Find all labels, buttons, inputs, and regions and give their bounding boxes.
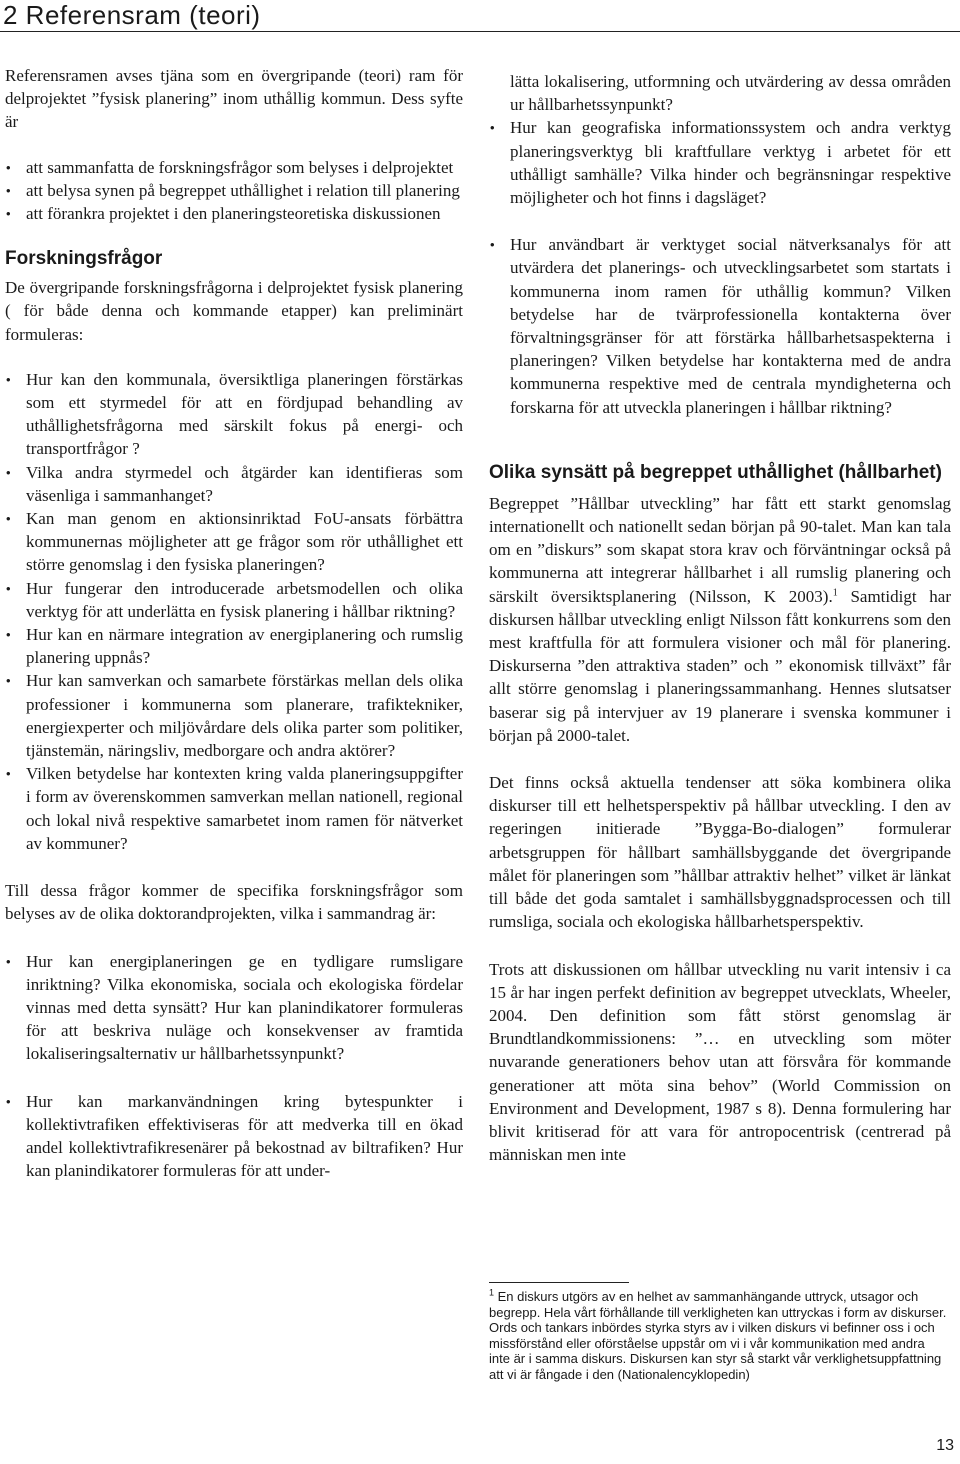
footnote-divider [489,1282,629,1283]
left-column [5,64,463,1182]
paragraph-1: Begreppet ”Hållbar utveckling” har fått ett starkt genomslag internationellt och nationellt sedan början på 90-talet. Man kan tala om en ”diskurs” som skapat stora krav och förväntningar också på kommunerna att integrerar hållbarhet i all rumslig planering och särskilt översiktsplanering (Nilsson, K 2003).$^1$ Samtidigt har diskursen hållbar utveckling enligt Nilsson fått konkurrens som den mest kraftfulla för att formulera visioner och mål för planering. Diskurserna ”den attraktiva staden” och ” ekonomisk tillväxt” får allt större genomslag i planeringssammanhang. Hennes slutsatser baserar sig på intervjuer av 19 planerare i svenska kommuner i början på 2000-talet. [489,493,951,745]
purpose-item: • att förankra projektet i den planeringsteoretiska diskussionen [5,202,463,225]
research-question-list [5,368,463,855]
tool-question-item: • Hur kan geografiska informationssystem och andra verktyg planeringsverktyg bli kraftfullare verktyg i arbetet för ett uthålligt samhälle? Vilka hinder och begränsningar respektive möjligheter och hot finns i dagsläget? [489,116,951,209]
purpose-list [5,156,463,226]
footnote: $^1$ En diskurs utgörs av en helhet av sammanhängande uttryck, utsagor och begrepp. Hela vårt förhållande till verkligheten kan uttryckas i form av diskurser. Ords och tankars inbördes styrka styrs av i vilken diskurs vi befinner oss i och missförstånd eller oförståelse uppstår om vi i vår kommunikation med andra inte är i samma diskurs. Diskursen kan styr så starkt vår verklighetsuppfattning att vi är fångade i den (Nationalencyklopedin) [489,1287,947,1382]
research-intro: De övergripande forskningsfrågorna i delprojektet fysisk planering ( för både denna och kommande etapper) kan preliminärt formuleras: [5,278,463,344]
footnote-ref: 1 [832,587,838,598]
research-question-item: • Hur kan den kommunala, översiktliga planeringen förstärkas som ett styrmedel för att en fördjupad behandling av uthållighetsfrågorna med särskilt fokus på energi- och transportfrågor ? [5,368,463,461]
research-question-item: • Hur kan samverkan och samarbete förstärkas mellan dels olika professioner i kommunerna som planerare, trafiktekniker, energiexperter och miljövårdare dels olika parter som politiker, tjänstemän, näringsliv, medborgare och andra aktörer? [5,669,463,762]
network-question-list [489,233,951,419]
section-heading: Olika synsätt på begreppet uthållighet (hållbarhet) [489,461,942,483]
research-question-item: • Vilka andra styrmedel och åtgärder kan identifieras som väsenliga i sammanhanget? [5,461,463,507]
intro-paragraph: Referensramen avses tjäna som en övergripande (teori) ram för delprojektet ”fysisk planering” inom uthållig kommun. Dess syfte är [5,66,463,132]
specific-question-list-2 [5,1090,463,1183]
specific-question-list-1 [5,950,463,1066]
purpose-item: • att belysa synen på begreppet uthållighet i relation till planering [5,179,463,202]
research-question-item: • Kan man genom en aktionsinriktad FoU-ansats förbättra kommunernas möjligheter att ge frågor som rör uthållighet ett större genomslag i den fysiska planeringen? [5,507,463,577]
chapter-heading: 2 Referensram (teori) [0,0,960,32]
continued-text: lätta lokalisering, utformning och utvärdering av dessa områden ur hållbarhetssynpunkt? [510,72,951,115]
right-column [489,70,951,1166]
network-question-item: • Hur användbart är verktyget social nätverksanalys för att utvärdera det planerings- och utvecklingsarbetet som startats i kommunerna inom ramen för uthållig kommun? Vilken betydelse har de tvärprofessionella kontakterna över förvaltningsgränser för att förstärka hållbarhetsaspekterna i planeringen? Vilken betydelse har kontakterna med de andra kommunerna respektive med de centrala myndigheterna och forskarna för att utveckla planeringen i hållbar riktning? [489,233,951,419]
page-number: 13 [936,1437,954,1454]
research-question-item: • Vilken betydelse har kontexten kring valda planeringsuppgifter i form av överenskommen samverkan mellan nationell, regional och lokal nivå respektive samarbetet inom ramen för nätverket av kommuner? [5,762,463,855]
specific-intro: Till dessa frågor kommer de specifika forskningsfrågor som belyses av de olika doktorandprojekten, vilka i sammandrag är: [5,881,463,924]
tool-question-list [489,116,951,209]
research-question-item: • Hur kan en närmare integration av energiplanering och rumslig planering uppnås? [5,623,463,669]
purpose-item: • att sammanfatta de forskningsfrågor som belyses i delprojektet [5,156,463,179]
specific-question-item: • Hur kan markanvändningen kring bytespunkter i kollektivtrafiken effektiviseras för att medverka till en ökad andel kollektivtrafikresenärer på bekostnad av biltrafiken? Hur kan planindikatorer formuleras för att under- [5,1090,463,1183]
paragraph-2: Det finns också aktuella tendenser att söka kombinera olika diskurser till ett helhetsperspektiv på hållbar utveckling. I den av regeringen initierade ”Bygga-Bo-dialogen” formulerar arbetsgruppen för hållbart samhällsbyggande det övergripande målet för planeringen som ”hållbar attraktiv helhet” vilket är länkat till både det goda samtalet i samhällsbyggnadsprocessen och till rumsliga, sociala och ekologiska hållbarhetsperspektiv. [489,773,951,932]
research-question-item: • Hur fungerar den introducerade arbetsmodellen och olika verktyg för att underlätta en fysisk planering i hållbar riktning? [5,577,463,623]
paragraph-3: Trots att diskussionen om hållbar utveckling nu varit intensiv i ca 15 år har ingen perfekt definition av begreppet utvecklats, Wheeler, 2004. Den definition som fått störst genomslag är Brundtlandkommissionens: ”… en utveckling som möter nuvarande generationers behov utan att försvåra för kommande generationer att möta sina behov” (World Commission on Environment and Development, 1987 s 8). Denna formulering har blivit kritiserad för att vara för antropocentrisk (centrerad på människan men inte [489,959,951,1165]
research-heading: Forskningsfrågor [5,248,163,270]
specific-question-item: • Hur kan energiplaneringen ge en tydligare rumsligare inriktning? Vilka ekonomiska, sociala och ekologiska fördelar vinnas med detta synsätt? Hur kan planindikatorer formuleras för att beskriva nuläge och konsekvenser av framtida lokaliseringsalternativ ur hållbarhetssynpunkt? [5,950,463,1066]
